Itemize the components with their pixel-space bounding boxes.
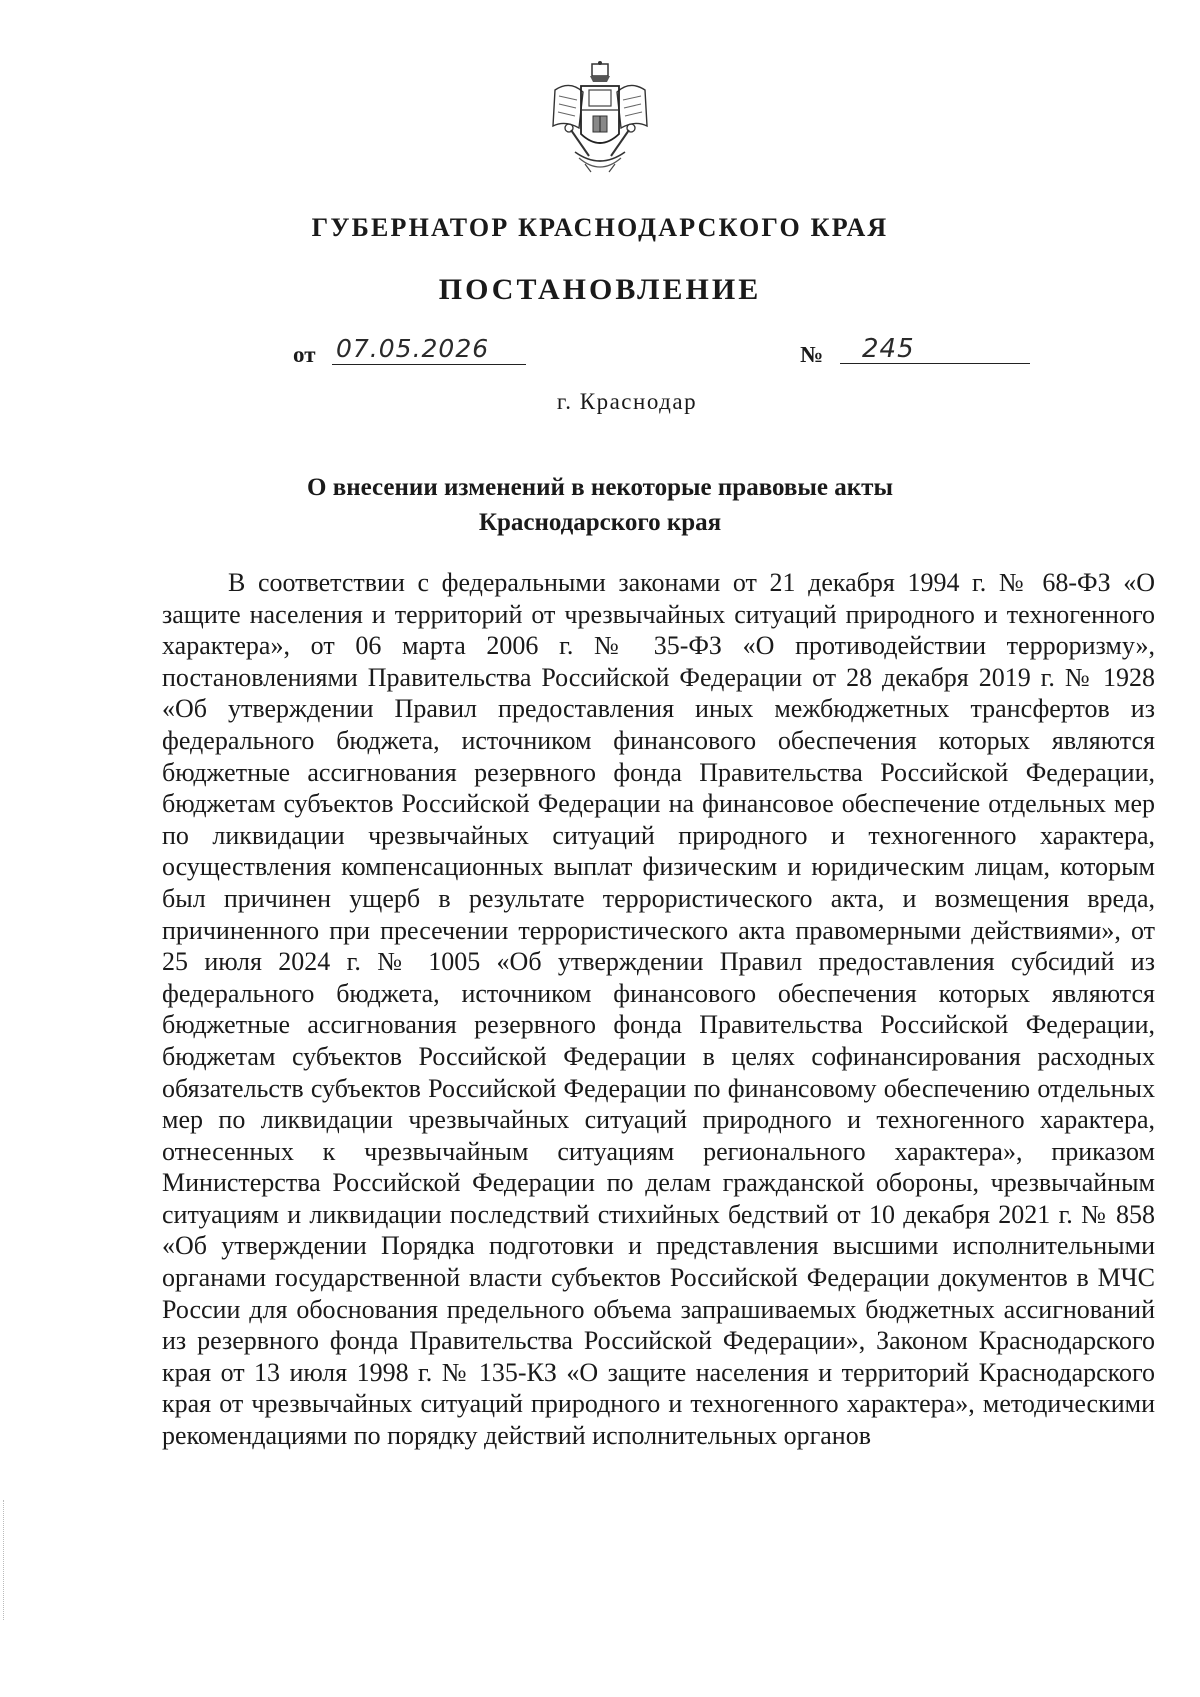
heading-line-2: Краснодарского края (478, 509, 722, 536)
document-date: 07.05.2026 (332, 334, 526, 365)
heading-line-1: О внесении изменений в некоторые правовые акты (307, 474, 893, 501)
scan-margin-artifact (3, 1500, 6, 1620)
document-type-title: ПОСТАНОВЛЕНИЕ (438, 273, 762, 306)
coat-of-arms-icon (545, 60, 655, 180)
document-heading (0, 470, 1200, 540)
issue-city: г. Краснодар (556, 389, 698, 414)
body-paragraph: В соответствии с федеральными законами от 21 декабря 1994 г. № 68-ФЗ «О защите населения и территорий от чрезвычайных ситуаций природного и техногенного характера», от 06 марта 2006 г. № 35-ФЗ «О противодействии терроризму», постановлениями Правительства Российской Федерации от 28 декабря 2019 г. № 1928 «Об утверждении Правил предоставления иных межбюджетных трансфертов из федерального бюджета, источником финансового обеспечения которых являются бюджетные ассигнования резервного фонда Правительства Российской Федерации, бюджетам субъектов Российской Федерации на финансовое обеспечение отдельных мер по ликвидации чрезвычайных ситуаций природного и техногенного характера, осуществления компенсационных выплат физическим и юридическим лицам, которым был причинен ущерб в результате террористического акта, и возмещения вреда, причиненного при пресечении террористического акта правомерными действиями», от 25 июля 2024 г. № 1005 «Об утверждении Правил предоставления субсидий из федерального бюджета, источником финансового обеспечения которых являются бюджетные ассигнования резервного фонда Правительства Российской Федерации, бюджетам субъектов Российской Федерации в целях софинансирования расходных обязательств субъектов Российской Федерации по финансовому обеспечению отдельных мер по ликвидации чрезвычайных ситуаций природного и техногенного характера, отнесенных к чрезвычайным ситуациям регионального характера», приказом Министерства Российской Федерации по делам гражданской обороны, чрезвычайным ситуациям и ликвидации последствий стихийных бедствий от 10 декабря 2021 г. № 858 «Об утверждении Порядка подготовки и представления высшими исполнительными органами государственной власти субъектов Российской Федерации документов в МЧС России для обоснования предельного объема запрашиваемых бюджетных ассигнований из резервного фонда Правительства Российской Федерации», Законом Краснодарского края от 13 июля 1998 г. № 135-КЗ «О защите населения и территорий Краснодарского края от чрезвычайных ситуаций природного и техногенного характера», методическими рекомендациями по порядку действий исполнительных органов (162, 568, 1155, 1451)
document-body (162, 567, 1155, 1452)
document-number: 245 (840, 334, 1030, 364)
date-prefix: от (293, 342, 316, 367)
number-prefix: № (800, 342, 824, 367)
issuing-authority: ГУБЕРНАТОР КРАСНОДАРСКОГО КРАЯ (311, 213, 889, 242)
date-number-line (0, 334, 1200, 378)
